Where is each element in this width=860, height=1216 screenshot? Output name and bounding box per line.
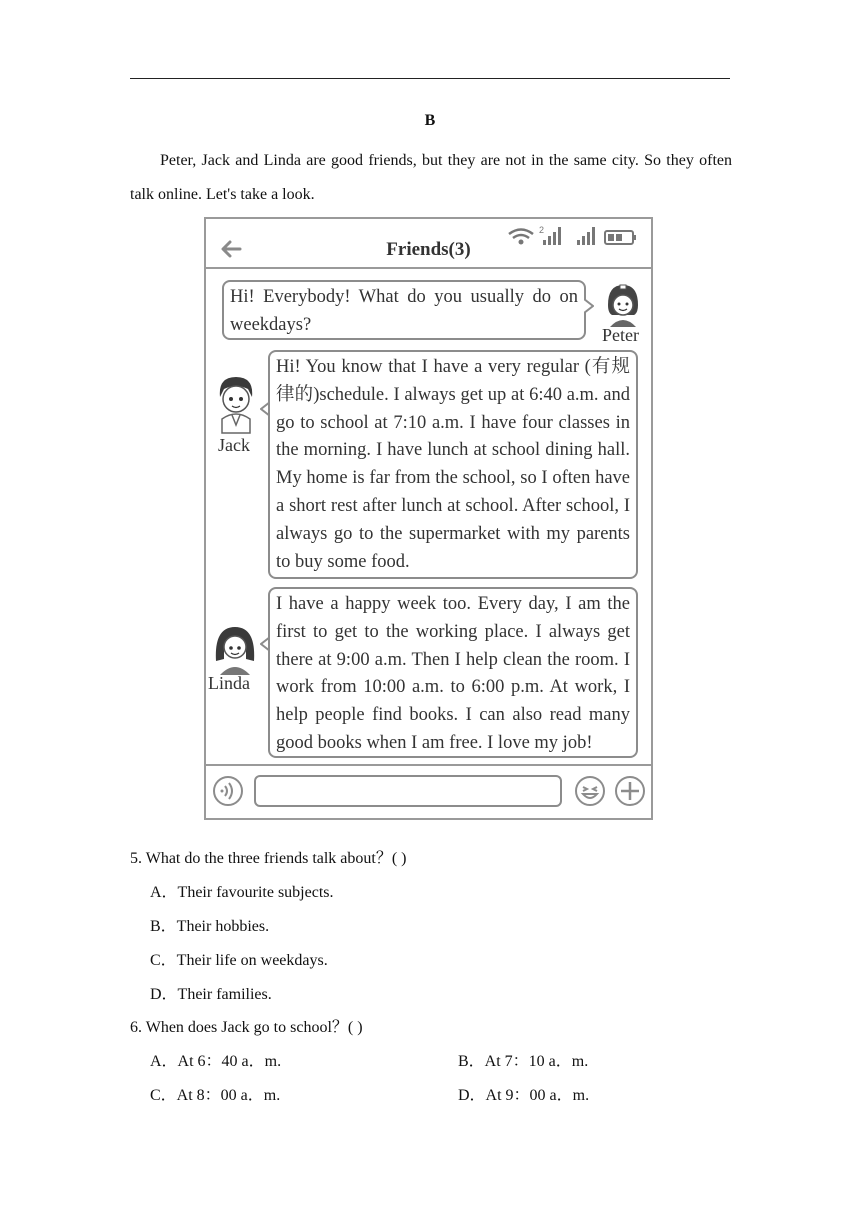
signal-icon xyxy=(543,227,561,245)
question-5-option-d[interactable]: D．Their families. xyxy=(150,986,272,1003)
question-6-option-a[interactable]: A．At 6：40 a．m. xyxy=(150,1053,282,1070)
chat-phone-mockup xyxy=(204,217,653,820)
message-input[interactable] xyxy=(254,775,562,807)
avatar-name-jack: Jack xyxy=(218,435,250,455)
signal-icon xyxy=(577,227,595,245)
chat-bubble-jack: Hi! You know that I have a very regular (有规律的)schedule. I always get up at 6:40 a.m. and go to school at 7:10 a.m. I have four classes in the morning. I have lunch at school dining hall. My home is far from the school, so I often have a short rest after lunch at school. After school, I always go to the supermarket with my parents to buy some food. xyxy=(268,350,638,579)
intro-paragraph: Peter, Jack and Linda are good friends, but they are not in the same city. So they often talk online. Let's take a look. xyxy=(130,152,732,203)
avatar-peter xyxy=(598,279,648,329)
question-5-option-b[interactable]: B．Their hobbies. xyxy=(150,918,270,935)
emoji-icon[interactable] xyxy=(574,775,606,807)
plus-icon[interactable] xyxy=(614,775,646,807)
avatar-linda xyxy=(210,621,260,675)
avatar-name-peter: Peter xyxy=(602,325,639,345)
question-5-option-a[interactable]: A．Their favourite subjects. xyxy=(150,884,334,901)
bubble-tail xyxy=(584,299,594,313)
wifi-icon xyxy=(509,230,533,245)
question-6: 6. When does Jack go to school？( ) xyxy=(130,1019,363,1036)
chat-bubble-linda: I have a happy week too. Every day, I am the first to get to the working place. I always get there at 9:00 a.m. Then I help clean the room. I work from 10:00 a.m. to 6:00 p.m. At work, I help people find books. I can also read many good books when I am free. I love my job! xyxy=(268,587,638,758)
question-6-option-b[interactable]: B．At 7：10 a．m. xyxy=(458,1053,589,1070)
question-5-option-c[interactable]: C．Their life on weekdays. xyxy=(150,952,328,969)
section-title: B xyxy=(424,112,436,129)
signal-label: 2 xyxy=(539,225,545,235)
chat-top-bar xyxy=(206,219,651,269)
header-rule xyxy=(130,78,730,79)
chat-input-bar xyxy=(206,764,651,818)
voice-icon[interactable] xyxy=(212,775,244,807)
avatar-name-linda: Linda xyxy=(208,673,250,693)
avatar-jack xyxy=(212,373,260,435)
chat-title: Friends(3) xyxy=(386,239,471,260)
question-5: 5. What do the three friends talk about？( ) xyxy=(130,850,407,867)
chat-bubble-peter: Hi! Everybody! What do you usually do on weekdays? xyxy=(222,280,586,340)
status-bar xyxy=(503,223,643,247)
question-6-option-c[interactable]: C．At 8：00 a．m. xyxy=(150,1087,281,1104)
question-6-option-d[interactable]: D．At 9：00 a．m. xyxy=(458,1087,590,1104)
battery-icon xyxy=(605,231,636,244)
